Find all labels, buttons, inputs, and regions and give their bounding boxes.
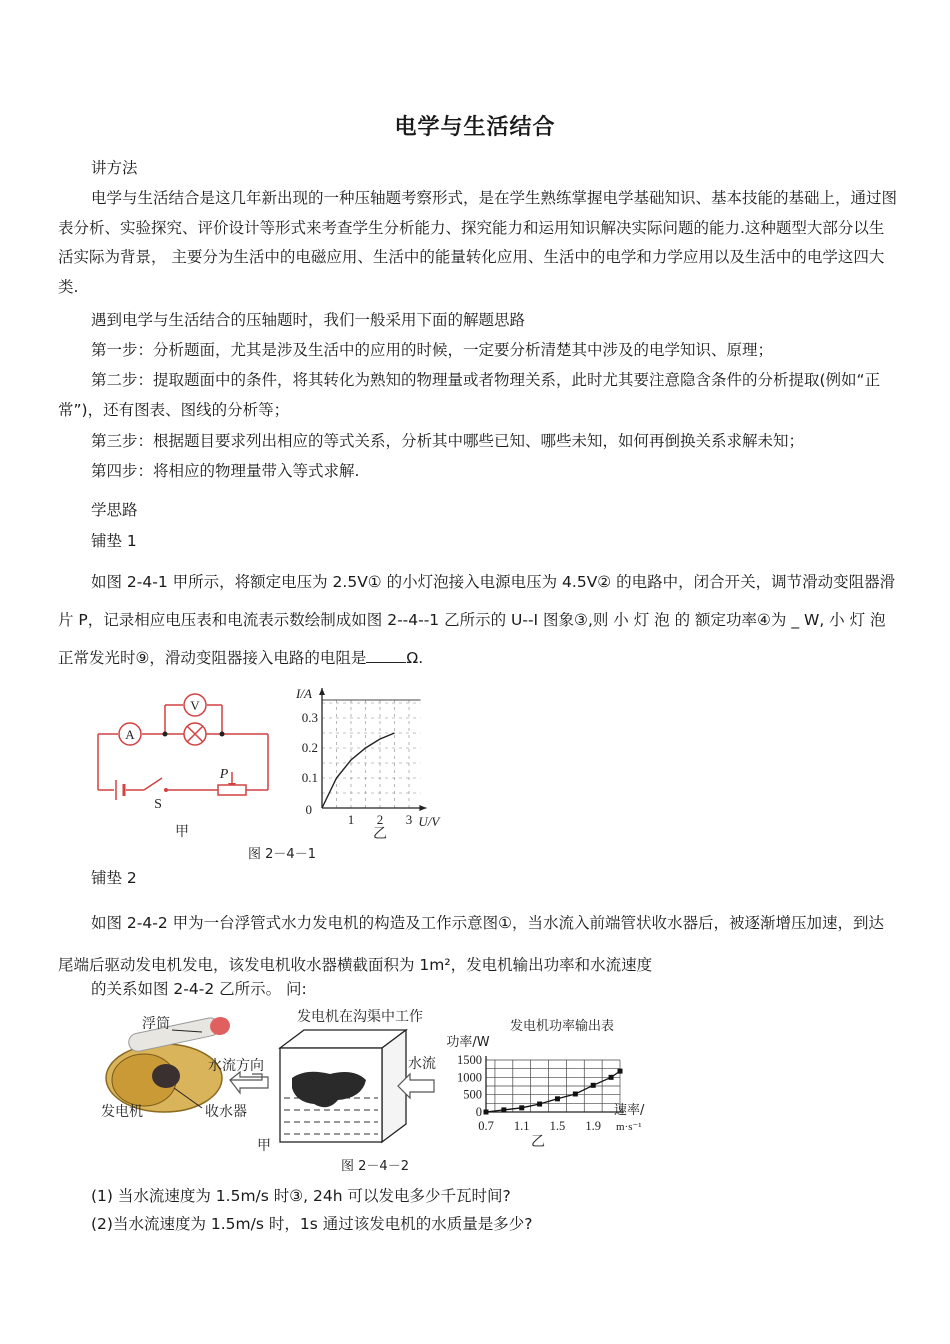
power-data-point (484, 1110, 489, 1115)
label-flow-direction: 水流方向 (208, 1058, 264, 1074)
power-chart (446, 1018, 645, 1133)
label-generator: 发电机 (101, 1104, 143, 1120)
power-chart-title: 发电机功率输出表 (509, 1019, 615, 1034)
x-tick-label: 3 (405, 812, 413, 827)
battery-symbol (116, 780, 124, 800)
pad1-label: 铺垫 1 (91, 532, 137, 550)
label-in-ditch: 发电机在沟渠中工作 (297, 1009, 423, 1025)
power-data-point (618, 1069, 623, 1074)
power-x-tick: 1.5 (549, 1119, 566, 1133)
figure-caption-2-4-2: 图 2－4－2 (341, 1159, 409, 1174)
ammeter-label: A (125, 727, 135, 742)
slider-label: P (219, 767, 229, 782)
power-data-point (573, 1091, 578, 1096)
section-heading-method: 讲方法 (91, 159, 138, 177)
power-x-unit: m·s⁻¹ (616, 1121, 642, 1133)
fig-label-jia: 甲 (175, 824, 189, 840)
label-collector: 收水器 (205, 1104, 247, 1120)
y-tick-label: 0.1 (301, 770, 318, 785)
question-2: (2)当水流速度为 1.5m/s 时，1s 通过该发电机的水质量是多少? (91, 1215, 533, 1233)
iu-curve (322, 733, 395, 808)
answer-blank (366, 648, 406, 663)
junction-left (163, 732, 168, 737)
power-data-point (555, 1096, 560, 1101)
y-axis-arrow (319, 688, 325, 695)
x-axis-arrow (419, 805, 426, 811)
power-data-point (519, 1105, 524, 1110)
power-data-point (537, 1102, 542, 1107)
section-heading-thinking: 学思路 (91, 501, 138, 519)
step-4: 第四步：将相应的物理量带入等式求解. (91, 462, 360, 480)
origin-label: 0 (305, 802, 312, 817)
power-y-tick: 500 (463, 1087, 482, 1102)
power-y-tick: 1500 (457, 1053, 482, 1067)
step-2: 第二步：提取题面中的条件，将其转化为熟知的物理量或者物理关系，此时尤其要注意隐含条件的分析提取(例如“正常”)，还有图表、图线的分析等； (58, 371, 881, 419)
power-x-tick: 1.1 (513, 1119, 530, 1133)
x-tick-label: 2 (376, 812, 384, 827)
collector-opening (152, 1064, 180, 1088)
flow-arrow-icon (230, 1072, 268, 1093)
power-x-tick: 0.7 (478, 1119, 494, 1133)
intro-paragraph: 电学与生活结合是这几年新出现的一种压轴题考察形式，是在学生熟练掌握电学基础知识、基本技能的基础上，通过图表分析、实验探究、评价设计等形式来考查学生分析能力、探究能力和运用知识解决实际问题的能力.这种题型大部分以生活实际为背景， 主要分为生活中的电磁应用、生活中的能量转化应用、生活中的电学和力学应用以及生活中的电学这四大类. (58, 189, 898, 296)
switch-contact (164, 788, 168, 792)
switch-label: S (154, 797, 162, 812)
y-axis-label: I/A (296, 686, 312, 701)
pad1-problem-unit: Ω. (406, 649, 424, 667)
rheostat (218, 785, 246, 795)
pad2-problem-cont: 的关系如图 2-4-2 乙所示。 问: (91, 980, 307, 998)
circuit-diagram (98, 705, 268, 790)
power-x-label: 速率/ (614, 1103, 645, 1118)
figure-caption-2-4-1: 图 2－4－1 (248, 847, 316, 862)
pad1-problem-text: 如图 2-4-1 甲所示，将额定电压为 2.5V① 的小灯泡接入电源电压为 4.5V② 的电路中，闭合开关，调节滑动变阻器滑片 P，记录相应电压表和电流表示数绘制成如图 2--4--1 乙所示的 U--I 图象③,则 小 灯 泡 的 额定功率④为 _ W, 小 灯 泡正常发光时⑨，滑动变阻器接入电路的电阻是 (58, 573, 896, 667)
y-tick-label: 0.2 (301, 740, 318, 755)
power-y-label: 功率/W (446, 1035, 490, 1050)
y-tick-label: 0.3 (301, 710, 318, 725)
figure-2-4-1 (90, 668, 490, 868)
x-tick-label: 1 (347, 812, 355, 827)
x-axis-label: U/V (418, 814, 440, 829)
approach-paragraph: 遇到电学与生活结合的压轴题时，我们一般采用下面的解题思路 (91, 311, 526, 329)
power-x-tick: 1.9 (585, 1119, 602, 1133)
fig-label-yi: 乙 (373, 826, 387, 842)
pad1-problem (58, 563, 898, 677)
iu-chart (295, 686, 441, 829)
fig-label-yi-2: 乙 (531, 1134, 545, 1150)
voltmeter-label: V (190, 698, 200, 713)
power-y-tick: 1000 (457, 1070, 482, 1085)
label-water-flow: 水流 (408, 1056, 436, 1072)
pad2-problem: 如图 2-4-2 甲为一台浮管式水力发电机的构造及工作示意图①，当水流入前端管状收水器后，被逐渐增压加速，到达尾端后驱动发电机发电，该发电机收水器横截面积为 1m²，发电机输出功率和水流速度 (58, 914, 885, 974)
power-data-point (591, 1083, 596, 1088)
power-data-point (501, 1107, 506, 1112)
pad2-label: 铺垫 2 (91, 869, 137, 887)
step-1: 第一步：分析题面，尤其是涉及生活中的应用的时候，一定要分析清楚其中涉及的电学知识、原理； (91, 341, 774, 359)
fig-label-jia-2: 甲 (257, 1138, 271, 1154)
junction-right (220, 732, 225, 737)
power-data-point (609, 1075, 614, 1080)
page-title: 电学与生活结合 (394, 115, 556, 140)
figure-2-4-2 (92, 1008, 682, 1178)
label-float-tube: 浮筒 (142, 1016, 170, 1032)
step-3: 第三步：根据题目要求列出相应的等式关系，分析其中哪些已知、哪些未知，如何再倒换关系求解未知； (91, 432, 805, 450)
power-y-tick: 0 (475, 1105, 482, 1119)
question-1: (1) 当水流速度为 1.5m/s 时③, 24h 可以发电多少千瓦时间? (91, 1187, 511, 1205)
